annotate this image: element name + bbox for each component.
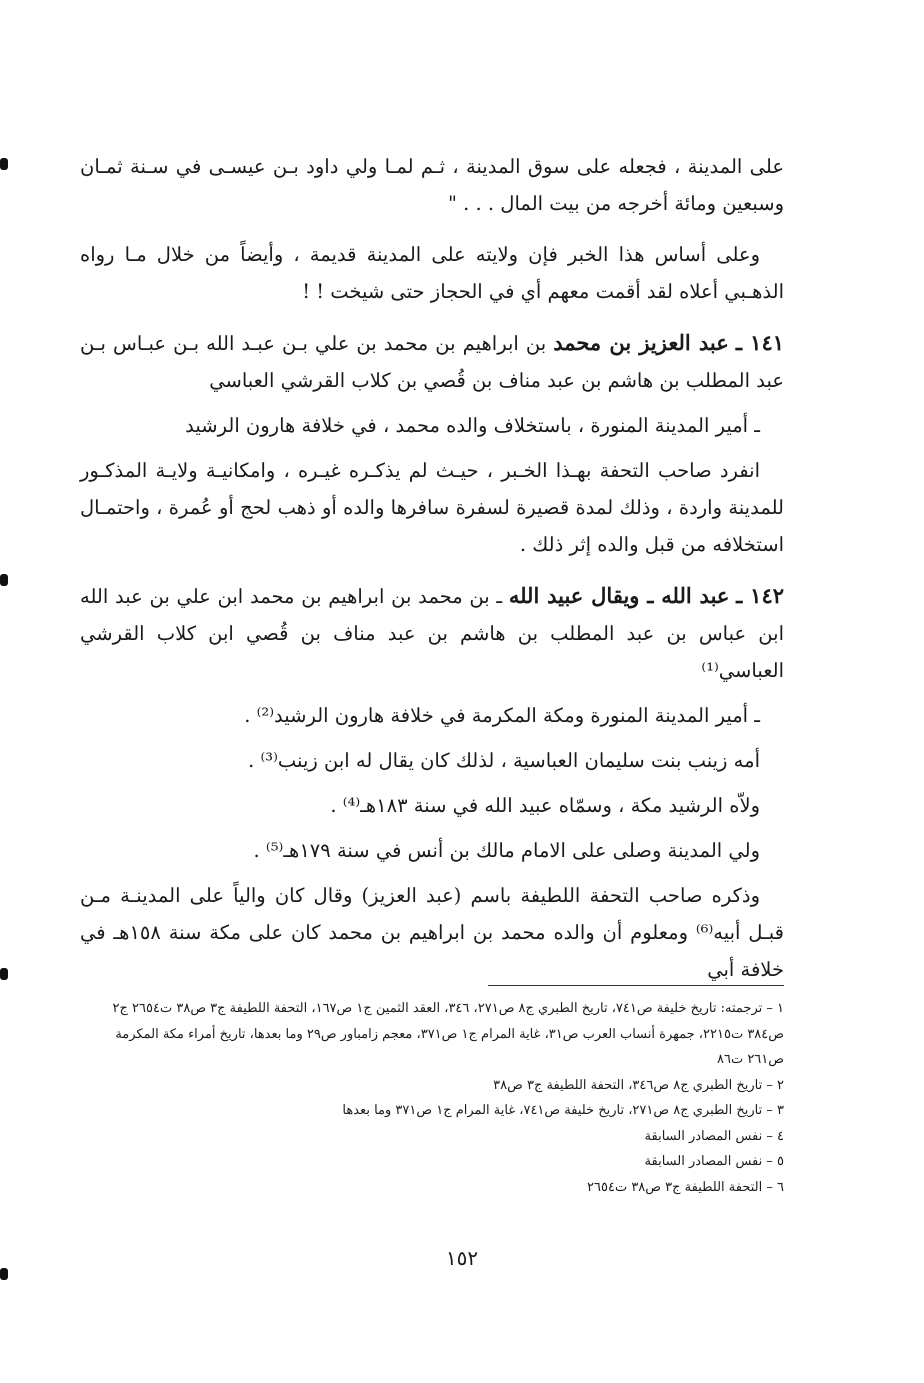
entry-141-number: ١٤١ ـ	[735, 330, 785, 355]
entry-141-note: انفرد صاحب التحفة بهـذا الخـبر ، حيـث لم يذكـره غيـره ، وامكانيـة ولايـة المذكـور للمدينة واردة ، وذلك لمدة قصيرة لسفرة سافرها والده أو ذهب لحج أو عُمرة ، واحتمـال استخلافه من قبل والده إثر ذلك .	[80, 459, 784, 556]
paragraph-continuation: على المدينة ، فجعله على سوق المدينة ، ثـم لمـا ولي داود بـن عيسـى في سـنة ثمـان وسبعين ومائة أخرجه من بيت المال . . . "	[80, 155, 784, 215]
entry-142-prayer: ولي المدينة وصلى على الامام مالك بن أنس في سنة ١٧٩هـ⁽⁵⁾ .	[253, 839, 760, 862]
entry-142-mecca: ولاّه الرشيد مكة ، وسمّاه عبيد الله في سنة ١٨٣هـ⁽⁴⁾ .	[330, 794, 760, 817]
entry-142-number: ١٤٢ ـ	[736, 583, 785, 608]
entry-141-heading	[80, 324, 784, 399]
footnote-5: ٥ – نفس المصادر السابقة	[644, 1154, 784, 1169]
footnote-1: ١ – ترجمته: تاريخ خليفة ص٧٤١، تاريخ الطبري ج٨ ص٢٧١، ٣٤٦، العقد الثمين ج١ ص١٦٧، التحفة اللطيفة ج٣ ص٣٨ ت٢٦٥٤ ج٢ ص٣٨٤ ت٢٢١٥، جمهرة أنساب العرب ص٣١، غاية المرام ج١ ص٣٧١، معجم زامباور ص٢٩ وما بعدها، تاريخ أمراء مكة المكرمة ص٢٦١ ت٨٦	[112, 1001, 784, 1067]
footnote-divider	[488, 985, 784, 986]
scan-mark	[0, 574, 8, 586]
footnote-2: ٢ – تاريخ الطبري ج٨ ص٣٤٦، التحفة اللطيفة ج٣ ص٣٨	[493, 1077, 784, 1093]
footnote-3: ٣ – تاريخ الطبري ج٨ ص٢٧١، تاريخ خليفة ص٧٤١، غاية المرام ج١ ص٣٧١ وما بعدها	[342, 1103, 784, 1118]
footnotes	[80, 996, 784, 1200]
entry-141-office: ـ أمير المدينة المنورة ، باستخلاف والده محمد ، في خلافة هارون الرشيد	[185, 414, 760, 437]
scan-mark	[0, 158, 8, 170]
footnote-6: ٦ – التحفة اللطيفة ج٣ ص٣٨ ت٢٦٥٤	[587, 1179, 784, 1195]
paragraph-commentary: وعلى أساس هذا الخبر فإن ولايته على المدينة قديمة ، وأيضاً من خلال مـا رواه الذهـبي أعلاه لقد أقمت معهم أي في الحجاز حتى شيخت ! !	[80, 243, 784, 303]
page-body	[80, 148, 784, 1002]
entry-142-lineage: ـ بن محمد بن ابراهيم بن محمد ابن علي بن عبد الله ابن عباس بن عبد المطلب بن هاشم بن عبد مناف بن قُصي ابن كلاب القرشي العباسي⁽¹⁾	[80, 585, 784, 682]
entry-142-note: وذكره صاحب التحفة اللطيفة باسم (عبد العزيز) وقال كان والياً على المدينـة مـن قبـل أبيه⁽⁶⁾ ومعلوم أن والده محمد بن ابراهيم بن محمد كان على مكة سنة ١٥٨هـ في خلافة أبي	[80, 884, 784, 981]
scan-mark	[0, 968, 8, 980]
entry-142-heading	[80, 577, 784, 689]
entry-142-name: عبد الله ـ ويقال عبيد الله	[508, 583, 730, 608]
entry-142-office: ـ أمير المدينة المنورة ومكة المكرمة في خلافة هارون الرشيد⁽²⁾ .	[244, 704, 760, 727]
entry-142-mother: أمه زينب بنت سليمان العباسية ، لذلك كان يقال له ابن زينب⁽³⁾ .	[248, 749, 760, 772]
entry-141-name: عبد العزيز بن محمد	[553, 330, 729, 355]
page-number: ١٥٢	[445, 1246, 479, 1270]
entry-141-lineage: بن ابراهيم بن محمد بن علي بـن عبـد الله بـن عبـاس بـن عبد المطلب بن هاشم بن عبد مناف بن قُصي بن كلاب القرشي العباسي	[80, 332, 784, 392]
footnote-4: ٤ – نفس المصادر السابقة	[644, 1128, 784, 1144]
